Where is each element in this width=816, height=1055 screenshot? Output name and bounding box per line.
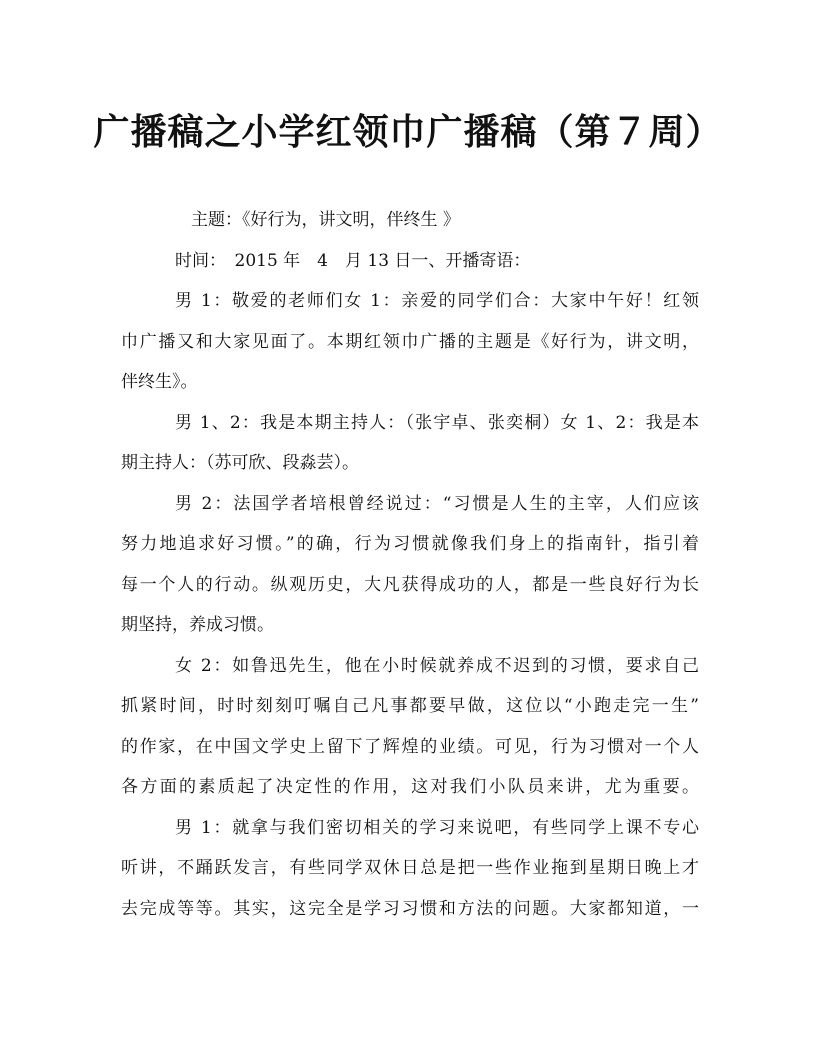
- paragraph-1-line-2: 巾广播又和大家见面了。本期红领巾广播的主题是《好行为，讲文明，: [121, 331, 699, 352]
- paragraph-5-line-1: 男 1：就拿与我们密切相关的学习来说吧，有些同学上课不专心: [175, 817, 699, 838]
- paragraph-3-line-2: 努力地追求好习惯。”的确，行为习惯就像我们身上的指南针，指引着: [121, 534, 699, 554]
- paragraph-3-line-1: 男 2：法国学者培根曾经说过：“习惯是人生的主宰，人们应该: [175, 493, 699, 514]
- paragraph-1-line-3: 伴终生》。: [121, 372, 198, 392]
- paragraph-5-line-2: 听讲，不踊跃发言，有些同学双休日总是把一些作业拖到星期日晚上才: [121, 858, 699, 878]
- time-line: 时间： 2015 年 4 月 13 日一、开播寄语：: [175, 250, 531, 271]
- paragraph-2-line-1: 男 1、2：我是本期主持人：（张宇卓、张奕桐）女 1、2：我是本: [175, 412, 699, 433]
- paragraph-5-line-3: 去完成等等。其实，这完全是学习习惯和方法的问题。大家都知道，一: [121, 898, 699, 919]
- paragraph-2-line-2: 期主持人：（苏可欣、段淼芸）。: [121, 453, 359, 473]
- paragraph-3-line-3: 每一个人的行动。纵观历史，大凡获得成功的人，都是一些良好行为长: [121, 574, 699, 595]
- theme-line: 主题：《好行为，讲文明，伴终生 》: [191, 210, 460, 230]
- paragraph-1-line-1: 男 1：敬爱的老师们女 1：亲爱的同学们合：大家中午好！红领: [175, 291, 699, 311]
- paragraph-3-line-4: 期坚持，养成习惯。: [121, 615, 274, 635]
- paragraph-4-line-3: 的作家，在中国文学史上留下了辉煌的业绩。可见，行为习惯对一个人: [121, 736, 699, 757]
- document-body: [121, 200, 699, 929]
- paragraph-4-line-1: 女 2：如鲁迅先生，他在小时候就养成不迟到的习惯，要求自己: [175, 655, 699, 676]
- paragraph-4-line-4: 各方面的素质起了决定性的作用，这对我们小队员来讲，尤为重要。: [121, 777, 699, 797]
- document-title: 广播稿之小学红领巾广播稿（第７周）: [93, 111, 723, 153]
- paragraph-4-line-2: 抓紧时间，时时刻刻叮嘱自己凡事都要早做，这位以“小跑走完一生”: [121, 696, 699, 716]
